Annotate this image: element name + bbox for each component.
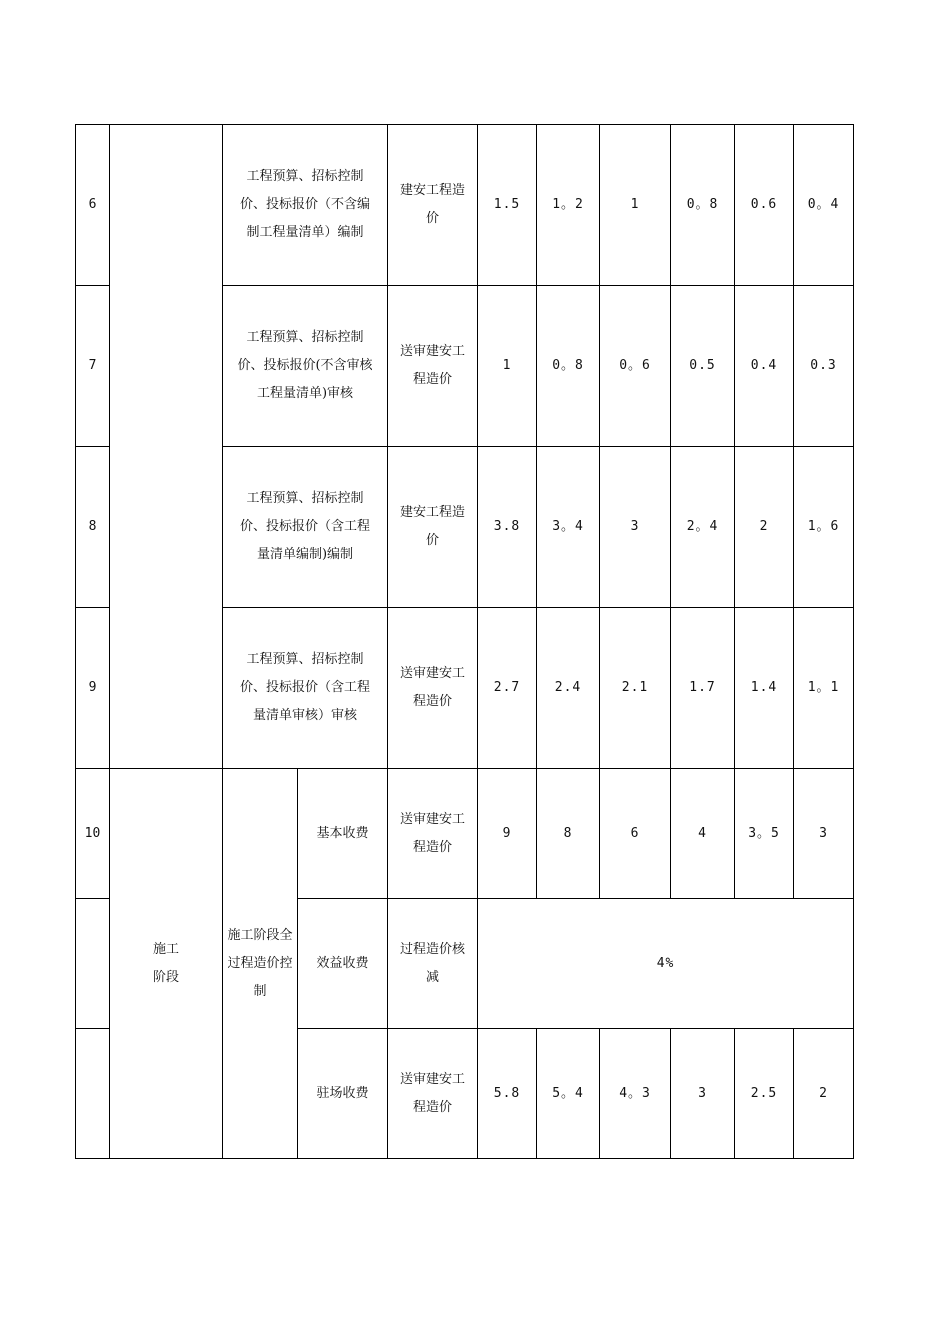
basis: 建安工程造价	[388, 125, 478, 286]
rate-value: 1。6	[794, 447, 854, 608]
row-number: 6	[76, 125, 110, 286]
rate-value: 2	[735, 447, 794, 608]
rate-value: 4	[671, 769, 735, 899]
rate-value: 1。1	[794, 608, 854, 769]
basis: 建安工程造价	[388, 447, 478, 608]
basis: 送审建安工程造价	[388, 769, 478, 899]
item-name: 驻场收费	[298, 1029, 388, 1159]
rate-value: 2.5	[735, 1029, 794, 1159]
row-number	[76, 899, 110, 1029]
rate-value: 3	[600, 447, 671, 608]
row-number: 8	[76, 447, 110, 608]
rate-value: 2.4	[537, 608, 600, 769]
rate-value: 1.7	[671, 608, 735, 769]
rate-value: 4。3	[600, 1029, 671, 1159]
rate-value: 0.4	[735, 286, 794, 447]
rate-value: 0。8	[537, 286, 600, 447]
rate-value: 0。4	[794, 125, 854, 286]
rate-value: 0.3	[794, 286, 854, 447]
rate-value: 0。8	[671, 125, 735, 286]
item-name: 工程预算、招标控制价、投标报价（不含编制工程量清单）编制	[223, 125, 388, 286]
rate-value: 0.6	[735, 125, 794, 286]
rate-value: 9	[478, 769, 537, 899]
table-row	[76, 125, 854, 286]
item-name: 工程预算、招标控制价、投标报价（含工程量清单编制)编制	[223, 447, 388, 608]
stage-label: 施工阶段	[110, 769, 223, 1159]
rate-value: 1.5	[478, 125, 537, 286]
item-name: 工程预算、招标控制价、投标报价（含工程量清单审核）审核	[223, 608, 388, 769]
rate-value: 8	[537, 769, 600, 899]
rate-value: 3.8	[478, 447, 537, 608]
rate-value: 2.1	[600, 608, 671, 769]
rate-value: 3。5	[735, 769, 794, 899]
stage-cell-empty	[110, 125, 223, 769]
basis: 送审建安工程造价	[388, 1029, 478, 1159]
item-name: 基本收费	[298, 769, 388, 899]
rate-value: 0.5	[671, 286, 735, 447]
rate-value-merged: 4%	[478, 899, 854, 1029]
rate-value: 3	[671, 1029, 735, 1159]
rate-value: 1	[478, 286, 537, 447]
rate-value: 1	[600, 125, 671, 286]
item-name: 工程预算、招标控制价、投标报价(不含审核工程量清单)审核	[223, 286, 388, 447]
row-number	[76, 1029, 110, 1159]
rate-value: 5.8	[478, 1029, 537, 1159]
rate-value: 1.4	[735, 608, 794, 769]
rate-value: 0。6	[600, 286, 671, 447]
rate-value: 2。4	[671, 447, 735, 608]
rate-value: 2.7	[478, 608, 537, 769]
basis: 送审建安工程造价	[388, 608, 478, 769]
rate-value: 2	[794, 1029, 854, 1159]
basis: 过程造价核减	[388, 899, 478, 1029]
fee-table	[75, 124, 854, 1159]
item-name: 效益收费	[298, 899, 388, 1029]
rate-value: 3。4	[537, 447, 600, 608]
rate-value: 5。4	[537, 1029, 600, 1159]
rate-value: 6	[600, 769, 671, 899]
basis: 送审建安工程造价	[388, 286, 478, 447]
table-row	[76, 769, 854, 899]
rate-value: 1。2	[537, 125, 600, 286]
row-number: 10	[76, 769, 110, 899]
rate-value: 3	[794, 769, 854, 899]
row-number: 9	[76, 608, 110, 769]
service-label: 施工阶段全过程造价控制	[223, 769, 298, 1159]
row-number: 7	[76, 286, 110, 447]
